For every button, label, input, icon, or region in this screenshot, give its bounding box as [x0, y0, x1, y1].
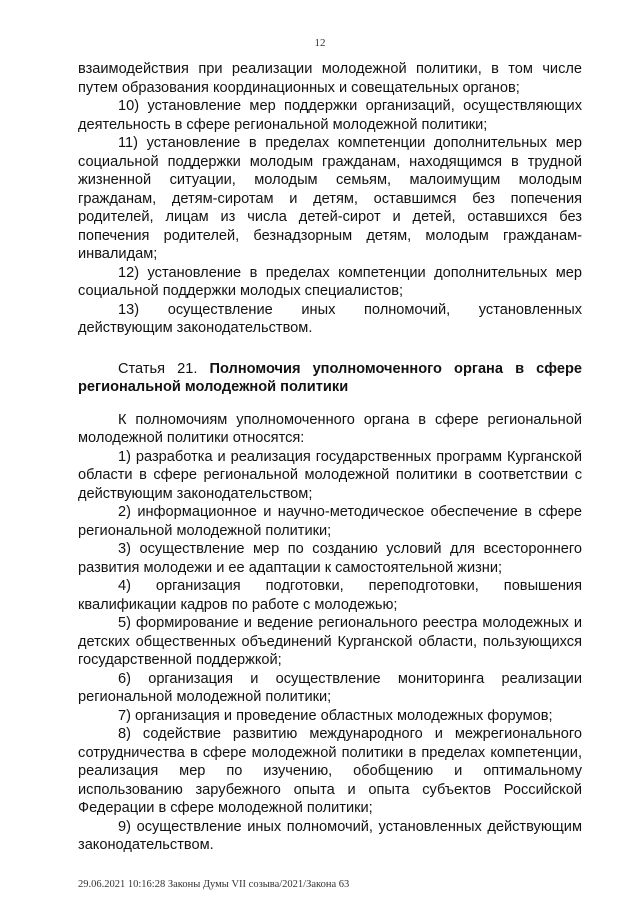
paragraph: 3) осуществление мер по созданию условий для всестороннего развития молодежи и ее адаптации к самостоятельной жизни; — [78, 541, 582, 576]
paragraph: 12) установление в пределах компетенции дополнительных мер социальной поддержки молодых специалистов; — [78, 264, 582, 299]
document-body — [78, 60, 582, 855]
footer-stamp: 29.06.2021 10:16:28 Законы Думы VII созыва/2021/Закона 63 — [78, 879, 350, 890]
paragraph: 5) формирование и ведение регионального реестра молодежных и детских общественных объединений Курганской области, пользующихся государственной поддержкой; — [78, 615, 582, 668]
paragraph: К полномочиям уполномоченного органа в сфере региональной молодежной политики относятся: — [78, 411, 582, 446]
paragraph: 9) осуществление иных полномочий, установленных действующим законодательством. — [78, 818, 582, 853]
article-heading — [78, 360, 582, 397]
paragraph: 13) осуществление иных полномочий, установленных действующим законодательством. — [78, 301, 582, 336]
paragraph: 8) содействие развитию международного и межрегионального сотрудничества в сфере молодежной политики в пределах компетенции, реализация мер по изучению, обобщению и оптимальному использованию зарубежного опыта и опыта субъектов Российской Федерации в сфере молодежной политики; — [78, 726, 582, 816]
paragraph: 2) информационное и научно-методическое обеспечение в сфере региональной молодежной политики; — [78, 504, 582, 539]
article-prefix: Статья 21. — [118, 360, 210, 377]
article-title: Полномочия уполномоченного органа в сфере региональной молодежной политики — [78, 360, 582, 395]
paragraph: 1) разработка и реализация государственных программ Курганской области в сфере региональной молодежной политики в соответствии с действующим законодательством; — [78, 448, 582, 502]
paragraph: 4) организация подготовки, переподготовки, повышения квалификации кадров по работе с молодежью; — [78, 578, 582, 613]
paragraph: 6) организация и осуществление мониторинга реализации региональной молодежной политики; — [78, 670, 582, 705]
paragraph: 10) установление мер поддержки организаций, осуществляющих деятельность в сфере региональной молодежной политики; — [78, 98, 582, 133]
paragraph: 7) организация и проведение областных молодежных форумов; — [118, 707, 553, 724]
page-number: 12 — [314, 37, 326, 49]
paragraph: взаимодействия при реализации молодежной политики, в том числе путем образования координационных и совещательных органов; — [78, 61, 582, 96]
paragraph: 11) установление в пределах компетенции дополнительных мер социальной поддержки молодым гражданам, находящимся в трудной жизненной ситуации, молодым семьям, малоимущим молодым гражданам, детям-сиротам и детям, оставшимся без попечения родителей, лицам из числа детей-сирот и детей, оставшихся без попечения родителей, безнадзорным детям, молодым гражданам-инвалидам; — [78, 135, 582, 262]
